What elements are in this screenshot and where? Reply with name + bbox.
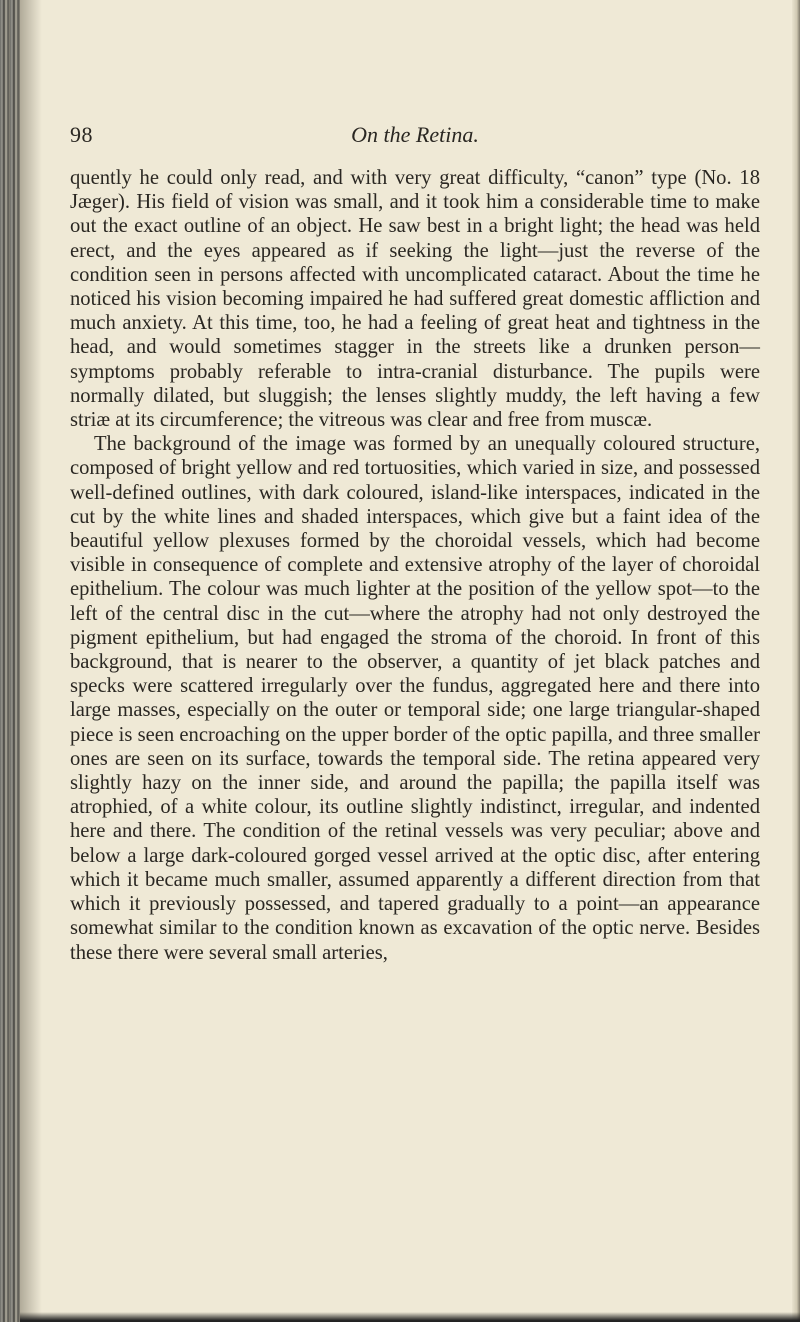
page-right-edge: [792, 0, 800, 1322]
book-page: [70, 122, 760, 965]
page-bottom-edge: [20, 1312, 800, 1322]
running-title: On the Retina.: [351, 122, 479, 147]
book-spine: [0, 0, 20, 1322]
paragraph-background: The background of the image was formed by an unequally coloured structure, composed of bright yellow and red tortuosities, which varied in size, and possessed well-defined outlines, with dark coloured, island-like interspaces, indicated in the cut by the white lines and shaded interspaces, which give but a faint idea of the beautiful yellow plexuses formed by the choroidal vessels, which had become visible in consequence of complete and extensive atrophy of the layer of choroidal epithelium. The colour was much lighter at the position of the yellow spot—to the left of the central disc in the cut—where the atrophy had not only destroyed the pigment epithelium, but had engaged the stroma of the choroid. In front of this background, that is nearer to the observer, a quantity of jet black patches and specks were scattered irregularly over the fundus, aggregated here and there into large masses, especially on the outer or temporal side; one large triangular-shaped piece is seen encroaching on the upper border of the optic papilla, and three smaller ones are seen on its surface, towards the temporal side. The retina appeared very slightly hazy on the inner side, and around the papilla; the papilla itself was atrophied, of a white colour, its outline slightly indistinct, irregular, and indented here and there. The condition of the retinal vessels was very peculiar; above and below a large dark-coloured gorged vessel arrived at the optic disc, after entering which it became much smaller, assumed apparently a different direction from that which it previously possessed, and tapered gradually to a point—an appearance somewhat similar to the condition known as excavation of the optic nerve. Besides these there were several small arteries,: [70, 433, 760, 964]
page-number: 98: [70, 122, 93, 147]
gutter-shadow: [20, 0, 42, 1322]
paragraph-continued: quently he could only read, and with very great difficulty, “canon” type (No. 18 Jæger). His field of vision was small, and it took him a considerable time to make out the exact outline of an object. He saw best in a bright light; the head was held erect, and the eyes appeared as if seeking the light—just the reverse of the condition seen in persons affected with uncomplicated cataract. About the time he noticed his vision becoming impaired he had suffered great domestic affliction and much anxiety. At this time, too, he had a feeling of great heat and tightness in the head, and would sometimes stagger in the streets like a drunken person—symptoms probably referable to intra-cranial disturbance. The pupils were normally dilated, but sluggish; the lenses slightly muddy, the left having a few striæ at its circumference; the vitreous was clear and free from muscæ.: [70, 167, 760, 432]
body-text: [70, 166, 760, 965]
page-header: [70, 122, 760, 152]
